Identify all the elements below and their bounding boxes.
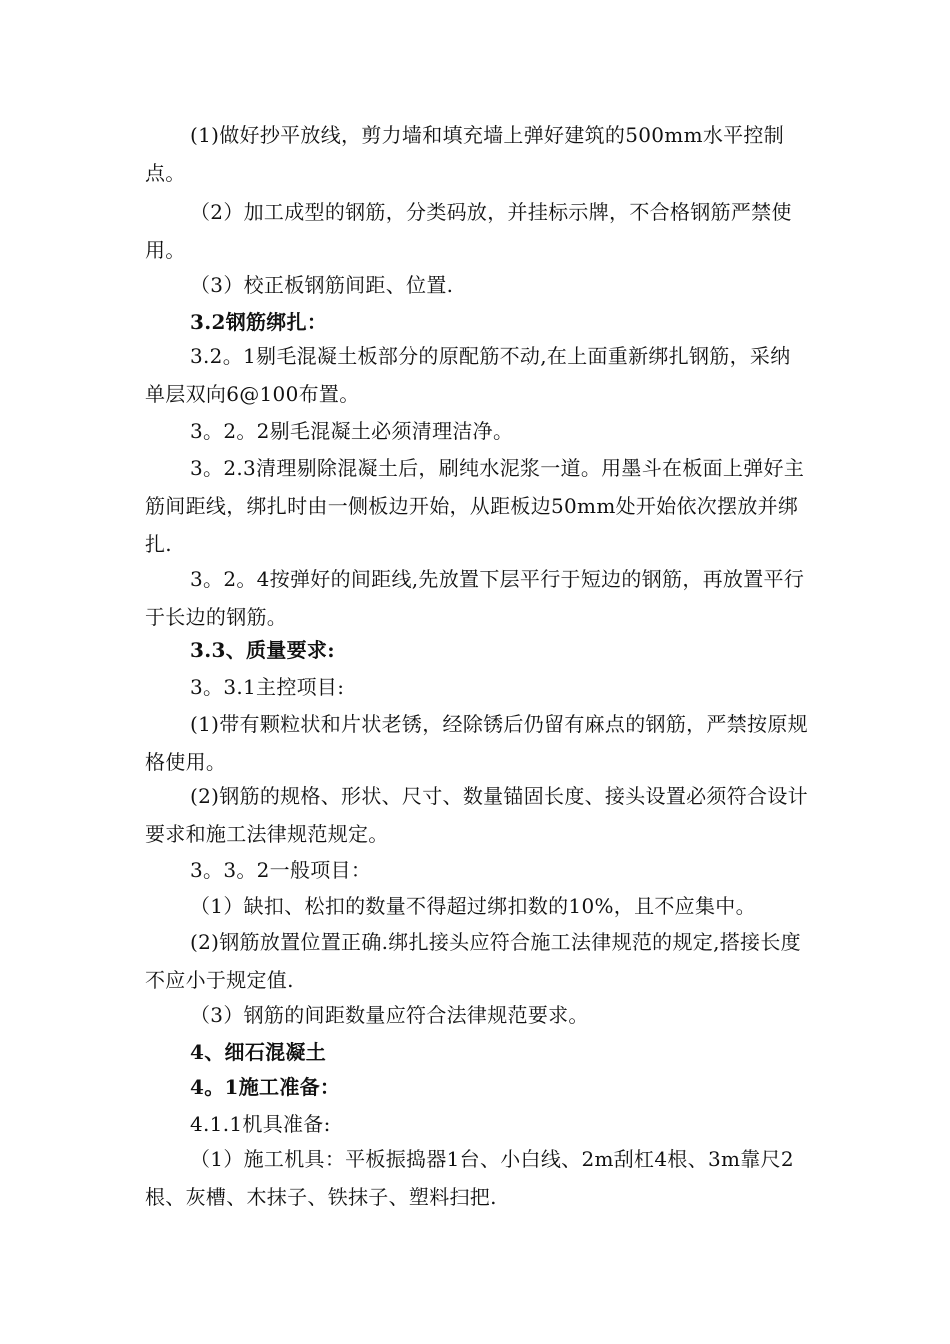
section-heading: 4。1施工准备： [190,1075,341,1099]
paragraph: （3）校正板钢筋间距、位置. [190,273,454,297]
paragraph: 3.2。1剔毛混凝土板部分的原配筋不动,在上面重新绑扎钢筋，采纳单层双向6@100布置。 [145,344,791,406]
paragraph: （2）加工成型的钢筋，分类码放，并挂标示牌，不合格钢筋严禁使用。 [145,200,792,262]
paragraph: （3）钢筋的间距数量应符合法律规范要求。 [190,1003,589,1027]
paragraph: 4.1.1机具准备: [190,1112,331,1136]
paragraph: （1）缺扣、松扣的数量不得超过绑扣数的10%，且不应集中。 [190,894,756,918]
paragraph: 3。2.3清理剔除混凝土后，刷纯水泥浆一道。用墨斗在板面上弹好主筋间距线，绑扎时由一侧板边开始，从距板边50mm处开始依次摆放并绑扎. [145,456,805,556]
paragraph: 3。3.1主控项目: [190,675,345,699]
paragraph: (1)带有颗粒状和片状老锈，经除锈后仍留有麻点的钢筋，严禁按原规格使用。 [145,712,808,774]
paragraph: 3。2。4按弹好的间距线,先放置下层平行于短边的钢筋，再放置平行于长边的钢筋。 [145,567,805,629]
section-heading: 3.3、质量要求: [190,638,335,662]
paragraph: （1）施工机具：平板振捣器1台、小白线、2m刮杠4根、3m靠尺2根、灰槽、木抹子、铁抹子、塑料扫把. [145,1147,794,1209]
paragraph: 3。3。2一般项目： [190,858,372,882]
section-heading: 4、细石混凝土 [190,1040,327,1064]
paragraph: (2)钢筋的规格、形状、尺寸、数量锚固长度、接头设置必须符合设计要求和施工法律规范规定。 [145,784,808,846]
paragraph: (2)钢筋放置位置正确.绑扎接头应符合施工法律规范的规定,搭接长度不应小于规定值. [145,930,801,992]
paragraph: (1)做好抄平放线，剪力墙和填充墙上弹好建筑的500mm水平控制点。 [145,123,785,185]
section-heading: 3.2钢筋绑扎： [190,310,328,334]
paragraph: 3。2。2剔毛混凝土必须清理洁净。 [190,419,514,443]
